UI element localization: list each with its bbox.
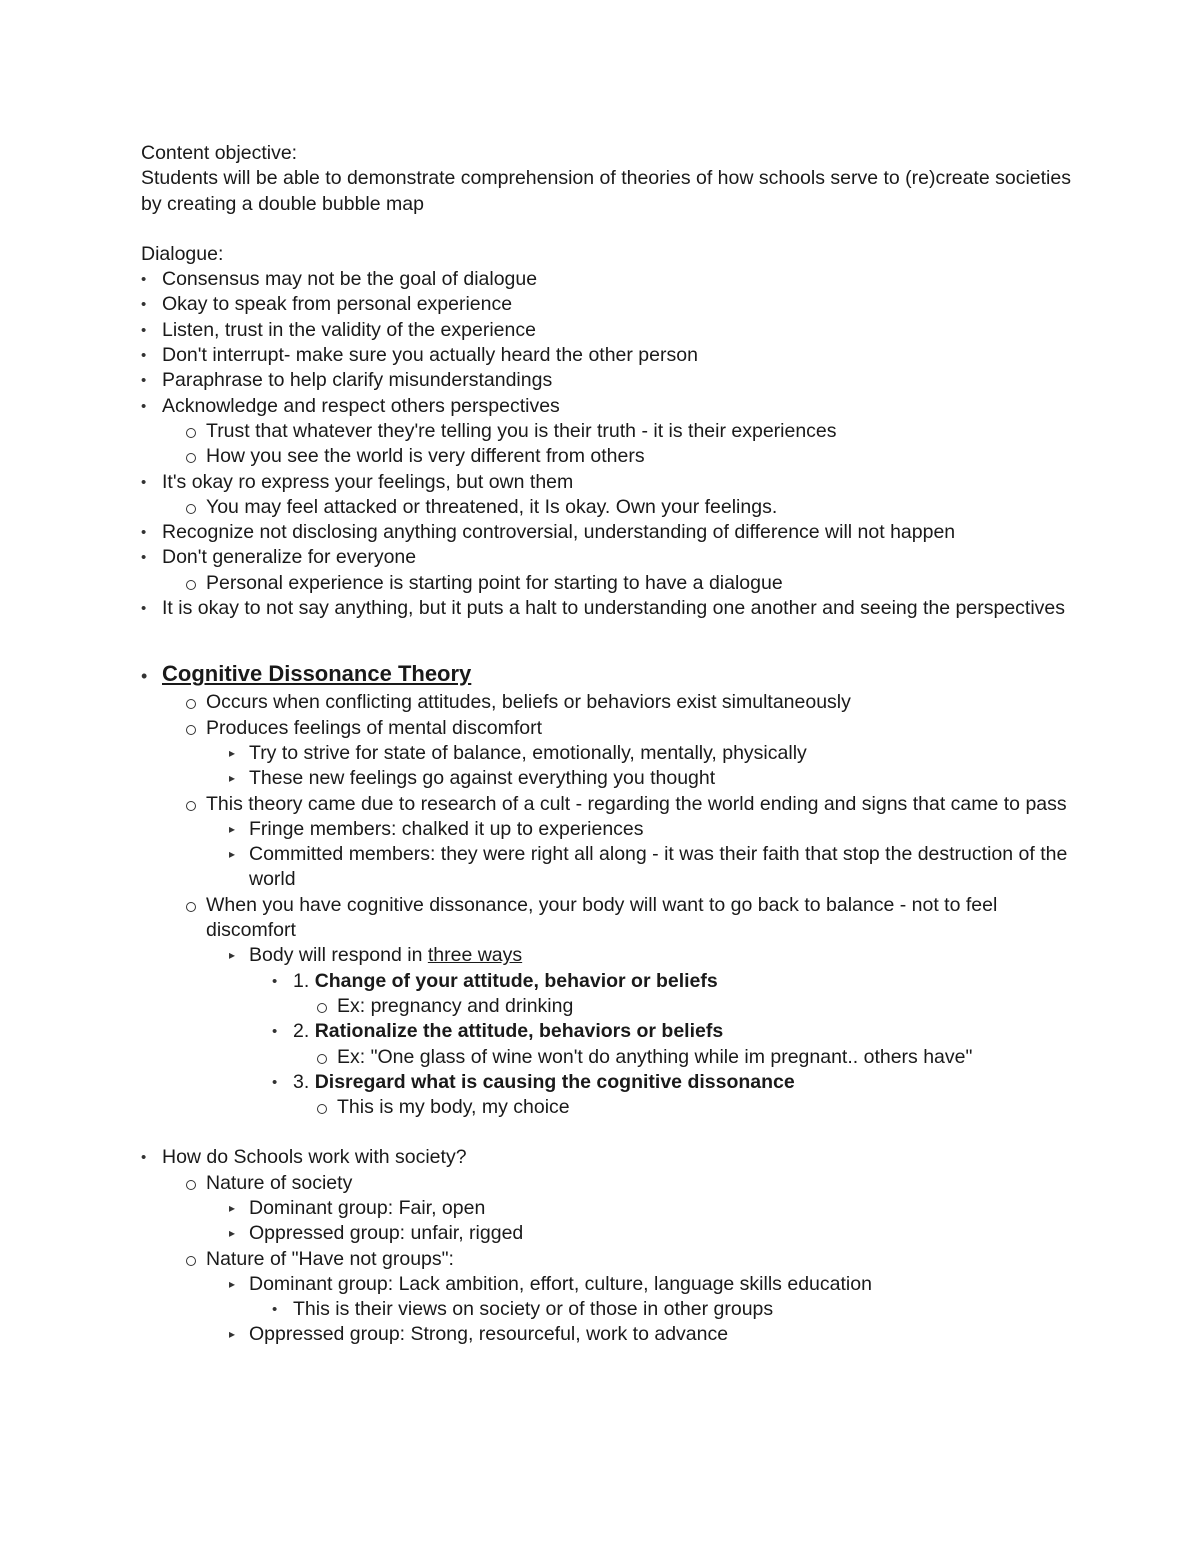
list-item: Nature of "Have not groups": (141, 1247, 1081, 1272)
circle-bullet-icon (186, 801, 196, 811)
bullet-icon: • (141, 1149, 147, 1167)
arrow-bullet-icon: ▸ (229, 1200, 236, 1215)
three-ways-link-text: three ways (427, 944, 523, 967)
bullet-icon: • (141, 296, 147, 314)
list-item: Occurs when conflicting attitudes, beliefs or behaviors exist simultaneously (141, 690, 1081, 715)
bullet-icon: • (141, 524, 147, 542)
list-item: ▸ These new feelings go against everything you thought (141, 766, 1081, 791)
notes-content (141, 141, 1081, 1348)
objective-heading: Content objective: (141, 142, 298, 164)
list-item: ▸ Oppressed group: Strong, resourceful, work to advance (141, 1322, 1081, 1347)
list-item: You may feel attacked or threatened, it Is okay. Own your feelings. (141, 495, 1081, 520)
list-item: ▸ Oppressed group: unfair, rigged (141, 1221, 1081, 1246)
bullet-icon: • (272, 1073, 278, 1091)
bullet-icon: • (141, 321, 147, 339)
circle-bullet-icon (317, 1104, 327, 1114)
arrow-bullet-icon: ▸ (229, 821, 236, 836)
bullet-icon: • (141, 372, 147, 390)
bullet-icon: • (141, 549, 147, 567)
circle-bullet-icon (186, 699, 196, 709)
list-item: Personal experience is starting point for starting to have a dialogue (141, 571, 1081, 596)
objective-text: Students will be able to demonstrate comprehension of theories of how schools serve to (re)create societies by creating a double bubble map (141, 167, 1071, 215)
arrow-bullet-icon: ▸ (229, 847, 236, 862)
arrow-bullet-icon: ▸ (229, 745, 236, 760)
circle-bullet-icon (186, 1256, 196, 1266)
list-item: • Don't interrupt- make sure you actually heard the other person (141, 343, 1081, 368)
list-item: Ex: pregnancy and drinking (141, 994, 1081, 1019)
circle-bullet-icon (186, 902, 196, 912)
list-item: • It's okay ro express your feelings, but own them (141, 470, 1081, 495)
bullet-icon: • (141, 347, 147, 365)
list-item: • How do Schools work with society? (141, 1145, 1081, 1170)
circle-bullet-icon (186, 725, 196, 735)
cognitive-section (141, 659, 1081, 1120)
bullet-icon: • (141, 600, 147, 618)
list-item: • 2. Rationalize the attitude, behaviors or beliefs (141, 1019, 1081, 1044)
circle-bullet-icon (317, 1054, 327, 1064)
circle-bullet-icon (317, 1003, 327, 1013)
list-item: • Listen, trust in the validity of the experience (141, 318, 1081, 343)
list-item: ▸ Fringe members: chalked it up to experiences (141, 817, 1081, 842)
list-item: • Okay to speak from personal experience (141, 292, 1081, 317)
list-item: ▸ Try to strive for state of balance, emotionally, mentally, physically (141, 741, 1081, 766)
list-item: This theory came due to research of a cult - regarding the world ending and signs that came to pass (141, 792, 1081, 817)
arrow-bullet-icon: ▸ (229, 948, 236, 963)
circle-bullet-icon (186, 504, 196, 514)
list-item: • Acknowledge and respect others perspectives (141, 394, 1081, 419)
list-item: • This is their views on society or of those in other groups (141, 1297, 1081, 1322)
circle-bullet-icon (186, 1180, 196, 1190)
arrow-bullet-icon: ▸ (229, 1276, 236, 1291)
list-item: • 3. Disregard what is causing the cognitive dissonance (141, 1070, 1081, 1095)
list-item: • 1. Change of your attitude, behavior or beliefs (141, 969, 1081, 994)
list-item: This is my body, my choice (141, 1095, 1081, 1120)
bullet-icon: • (141, 473, 147, 491)
list-item: Trust that whatever they're telling you is their truth - it is their experiences (141, 419, 1081, 444)
list-item: How you see the world is very different from others (141, 444, 1081, 469)
bullet-icon: • (141, 271, 147, 289)
section-heading: • Cognitive Dissonance Theory (141, 659, 1081, 690)
list-item: • It is okay to not say anything, but it puts a halt to understanding one another and seeing the perspectives (141, 596, 1081, 621)
arrow-bullet-icon: ▸ (229, 771, 236, 786)
list-item: ▸ Dominant group: Fair, open (141, 1196, 1081, 1221)
dialogue-heading: Dialogue: (141, 242, 224, 265)
list-item: ▸ Committed members: they were right all along - it was their faith that stop the destruction of the world (229, 843, 1068, 891)
bullet-icon: • (141, 666, 148, 687)
arrow-bullet-icon: ▸ (229, 1226, 236, 1241)
schools-section (141, 1145, 1081, 1347)
list-item: Produces feelings of mental discomfort (141, 716, 1081, 741)
arrow-bullet-icon: ▸ (229, 1327, 236, 1342)
circle-bullet-icon (186, 580, 196, 590)
list-item: • Recognize not disclosing anything controversial, understanding of difference will not happen (141, 520, 1081, 545)
list-item: Nature of society (141, 1171, 1081, 1196)
dialogue-list (141, 267, 1081, 621)
bullet-icon: • (272, 1023, 278, 1041)
list-item: • Paraphrase to help clarify misunderstandings (141, 368, 1081, 393)
list-item: • Don't generalize for everyone (141, 545, 1081, 570)
circle-bullet-icon (186, 453, 196, 463)
bullet-icon: • (272, 1301, 278, 1319)
bullet-icon: • (272, 972, 278, 990)
circle-bullet-icon (186, 428, 196, 438)
bullet-icon: • (141, 397, 147, 415)
list-item: • Consensus may not be the goal of dialogue (141, 267, 1081, 292)
list-item: When you have cognitive dissonance, your body will want to go back to balance - not to feel discomfort (141, 893, 1081, 944)
list-item: ▸ Body will respond in three ways (141, 943, 1081, 968)
list-item: Ex: "One glass of wine won't do anything while im pregnant.. others have" (141, 1045, 1081, 1070)
list-item: ▸ Dominant group: Lack ambition, effort, culture, language skills education (141, 1272, 1081, 1297)
